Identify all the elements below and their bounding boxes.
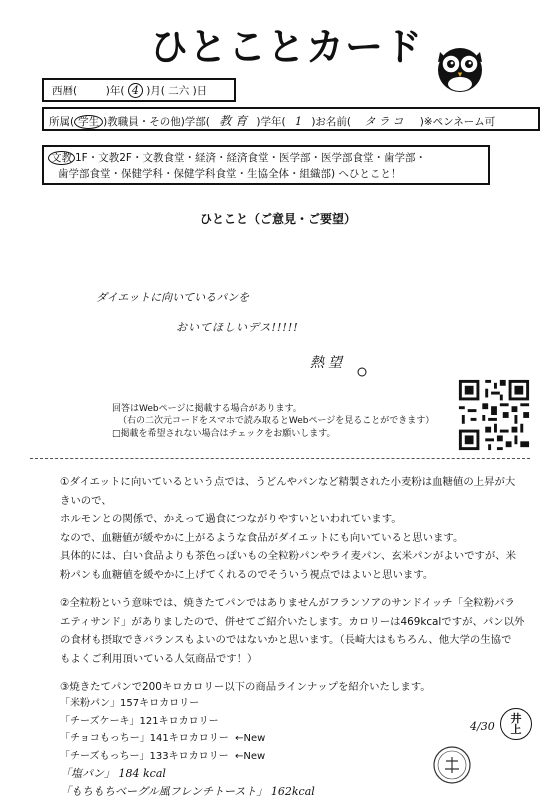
date-era-label: 西暦( [52, 85, 77, 97]
answer-p2-line: エティサンド」がありましたので、併せてご紹介いたします。カロリーは469kcalですが、パン以外 [60, 613, 530, 632]
handwritten-line-2: おいてほしいデス!!!!! [176, 319, 299, 335]
product-list [60, 695, 315, 800]
affiliation-line [49, 112, 495, 129]
notice-line-1: 回答はWebページに掲載する場合があります。 [112, 401, 302, 414]
date-line [52, 83, 207, 98]
product-item [60, 713, 315, 731]
product-item [60, 748, 315, 766]
product-name: 「チーズケーキ」121キロカロリー [60, 716, 219, 727]
date-year-label: )年( [106, 85, 125, 97]
comment-heading: ひとこと（ご意見・ご要望） [200, 210, 356, 227]
reply-date: 4/30 [470, 720, 495, 733]
answer-p2-line: の食材も摂取できバランスもよいのではないかと思います。（長崎大はもちろん、他大学の生協で [60, 631, 530, 650]
faculty-value: 教 育 [213, 114, 253, 128]
product-name: 「チーズもっちー」133キロカロリー [60, 751, 229, 762]
qr-code-icon[interactable] [455, 377, 533, 453]
handwritten-line-1: ダイエットに向いているパンを [96, 289, 249, 305]
answer-p1-line: なので、血糖値が緩やかに上がるような食品がダイエットにも向いていると思います。 [60, 529, 530, 548]
date-month-value: 4 [128, 83, 143, 98]
product-name: 「チョコもっちー」141キロカロリー [60, 733, 229, 744]
date-day-label: )日 [193, 85, 208, 97]
bunkyo-circled: 文教 [48, 151, 75, 165]
answer-p2-line: もよくご利用頂いている人気商品です！） [60, 650, 530, 669]
answer-paragraph-3-intro: ③焼きたてパンで200キロカロリー以下の商品ラインナップを紹介いたします。 [60, 678, 431, 697]
answer-p1-line: 具体的には、白い食品よりも茶色っぽいもの全粒粉パンやライ麦パン、玄米パンがよいですが、米 [60, 547, 530, 566]
grade-label: )学年( [256, 116, 285, 128]
answer-p1-line: 粉パンも血糖値を緩やかに上げてくれるのでそういう視点ではよいと思います。 [60, 566, 530, 585]
coop-seal-icon [432, 745, 472, 785]
places-line-2: 歯学部食堂・保健学科・保健学科食堂・生協全体・組織部) へひとこと！ [58, 166, 401, 181]
card-title: ひとことカード [150, 16, 423, 71]
approval-stamp-name: 井上 [510, 713, 522, 735]
answer-p1-line: きいので、 [60, 492, 530, 511]
approval-stamp [500, 708, 532, 740]
grade-value: 1 [289, 115, 308, 128]
places-line-1 [48, 150, 426, 165]
answer-p1-line: ①ダイエットに向いているという点では、うどんやパンなど精製された小麦粉は血糖値の上昇が大 [60, 473, 530, 492]
owl-mascot-icon [432, 40, 488, 94]
student-option-circled: 学生 [74, 115, 103, 129]
date-month-label: )月( [146, 85, 165, 97]
answer-p2-line: ②全粒粉という意味では、焼きたてパンではありませんがフランソアのサンドイッチ「全粒粉バラ [60, 594, 530, 613]
new-tag: ←New [235, 751, 265, 762]
affiliation-label: 所属( [49, 116, 74, 128]
product-item [60, 695, 315, 713]
notice-line-2: （右の二次元コードをスマホで読み取るとWebページを見ることができます） [118, 413, 434, 426]
affiliation-rest: )教職員・その他)学部( [103, 116, 210, 128]
section-divider [30, 458, 530, 459]
name-label: )お名前( [311, 116, 351, 128]
places-text-1: 1F・文教2F・文教食堂・経済・経済食堂・医学部・医学部食堂・歯学部・ [75, 152, 426, 164]
product-name: 「米粉パン」157キロカロリー [60, 698, 199, 709]
name-value: タラコ [354, 115, 416, 128]
answer-paragraph-2 [60, 594, 530, 668]
smile-doodle-icon [356, 367, 368, 377]
date-day-value: 二六 [168, 85, 189, 97]
answer-p1-line: ホルモンとの関係で、かえって過食につながりやすいといわれています。 [60, 510, 530, 529]
handwritten-line-3: 熱望 [310, 352, 346, 372]
product-item-handwritten: 「塩パン」 184 kcal [60, 765, 315, 783]
new-tag: ←New [235, 733, 265, 744]
product-item [60, 730, 315, 748]
notice-line-3: □掲載を希望されない場合はチェックをお願いします。 [112, 426, 336, 439]
answer-paragraph-1 [60, 473, 530, 584]
pen-name-note: )※ペンネーム可 [420, 116, 496, 128]
product-item-handwritten: 「もちもちベーグル風フレンチトースト」 162kcal [60, 783, 315, 800]
